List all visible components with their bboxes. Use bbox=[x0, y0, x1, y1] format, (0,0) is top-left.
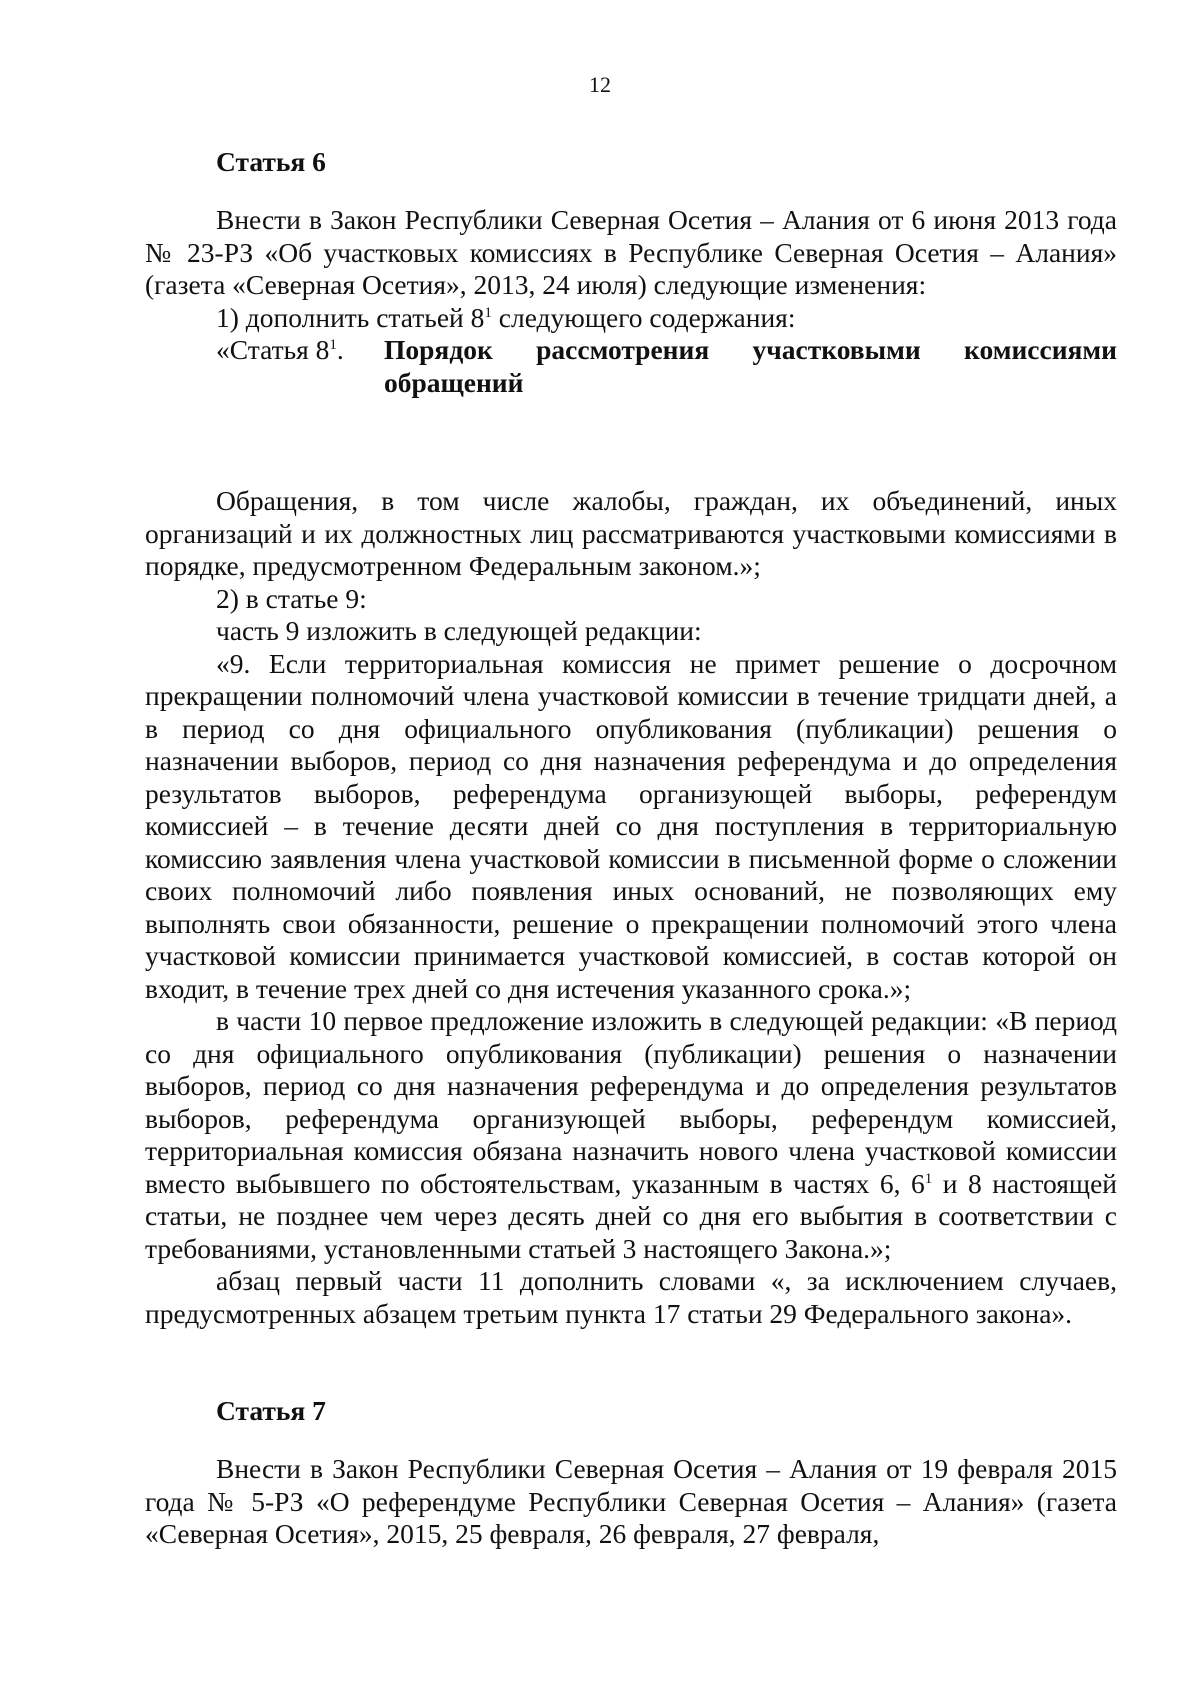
article-7-intro: Внести в Закон Республики Северная Осетия – Алания от 19 февраля 2015 года № 5-РЗ «О референдуме Республики Северная Осетия – Алания» (газета «Северная Осетия», 2015, 25 февраля, 26 февраля, 27 февраля, bbox=[145, 1453, 1117, 1549]
article-7-body bbox=[145, 1453, 1117, 1551]
part-10-text-post: и 8 настоящей статьи, не позднее чем через десять дней со дня его выбытия в соответствии с требованиями, установленными статьей 3 настоящего Закона.»; bbox=[145, 1167, 1117, 1264]
article-6-intro: Внести в Закон Республики Северная Осетия – Алания от 6 июня 2013 года № 23-РЗ «Об участковых комиссиях в Республике Северная Осетия – Алания» (газета «Северная Осетия», 2013, 24 июля) следующие изменения: bbox=[145, 204, 1117, 300]
item-1-text-post: следующего содержания: bbox=[491, 301, 796, 333]
item-1-superscript: 1 bbox=[484, 304, 492, 321]
item-2-part-10-text bbox=[145, 1005, 1117, 1265]
item-1-text-pre: 1) дополнить статьей 8 bbox=[216, 301, 485, 333]
article-6-body-continued bbox=[145, 485, 1117, 1330]
article-6-heading: Статья 6 bbox=[216, 146, 326, 177]
new-article-number-post: . bbox=[336, 334, 344, 365]
new-article-title bbox=[145, 334, 1117, 399]
item-2-part-9-text: «9. Если территориальная комиссия не примет решение о досрочном прекращении полномочий члена участковой комиссии в течение тридцати дней, а в период со дня официального опубликования (публикации) решения о назначении выборов, период со дня назначения референдума и до определения результатов выборов, референдума организующей выборы, референдум комиссией – в течение десяти дней со дня поступления в территориальную комиссию заявления члена участковой комиссии в письменной форме о сложении своих полномочий либо появления иных оснований, не позволяющих ему выполнять свои обязанности, решение о прекращении полномочий этого члена участковой комиссии принимается участковой комиссией, в состав которой он входит, в течение трех дней со дня истечения указанного срока.»; bbox=[145, 647, 1117, 1004]
part-10-superscript: 1 bbox=[924, 1170, 933, 1187]
article-6-item-1 bbox=[145, 302, 1117, 335]
new-article-name-line-1: Порядок рассмотрения участковыми комиссиями bbox=[384, 334, 1117, 365]
part-10-text-pre: в части 10 первое предложение изложить в следующей редакции: «В период со дня официального опубликования (публикации) решения о назначении выборов, период со дня назначения референдума и до определения результатов выборов, референдума организующей выборы, референдум комиссией, территориальная комиссия обязана назначить нового члена участковой комиссии вместо выбывшего по обстоятельствам, указанным в частях 6, 6 bbox=[145, 1005, 1117, 1199]
article-6-item-2: 2) в статье 9: bbox=[216, 582, 367, 614]
new-article-name-line-2: обращений bbox=[384, 366, 524, 398]
item-2-part-9-intro: часть 9 изложить в следующей редакции: bbox=[216, 615, 702, 646]
item-2-part-11-text: абзац первый части 11 дополнить словами «, за исключением случаев, предусмотренных абзацем третьим пункта 17 статьи 29 Федерального закона». bbox=[145, 1265, 1117, 1329]
new-article-number-pre: «Статья 8 bbox=[216, 334, 330, 365]
article-7-heading: Статья 7 bbox=[216, 1395, 326, 1426]
new-article-number bbox=[145, 334, 384, 399]
new-article-text: Обращения, в том числе жалобы, граждан, их объединений, иных организаций и их должностных лиц рассматриваются участковыми комиссиями в порядке, предусмотренном Федеральным законом.»; bbox=[145, 485, 1117, 581]
article-6-body bbox=[145, 204, 1117, 399]
new-article-number-superscript: 1 bbox=[329, 336, 337, 353]
new-article-name bbox=[384, 334, 1117, 399]
page-number: 12 bbox=[589, 72, 611, 97]
